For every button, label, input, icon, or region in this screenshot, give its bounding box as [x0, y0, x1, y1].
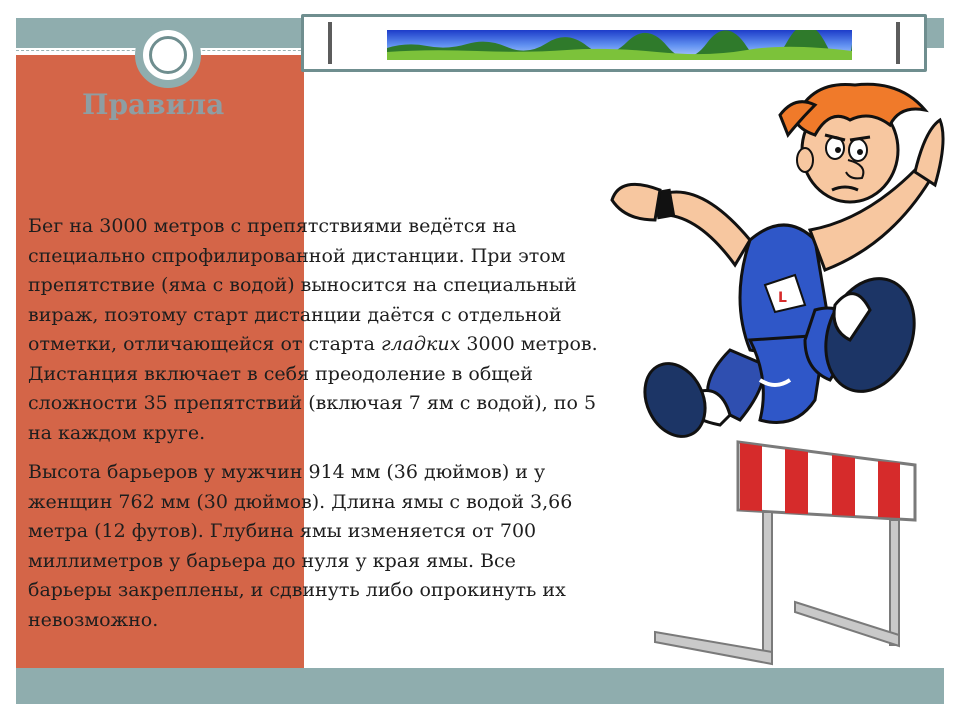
body-text: [28, 212, 603, 635]
paragraph-1-end: 3000 метров. Дистанция включает в себя преодоление в общей сложности 35 препятствий (включая 7 ям с водой), по 5 на каждом круге.: [28, 333, 598, 444]
runner-back-leg: [634, 350, 765, 446]
landscape-image: [387, 30, 852, 60]
banner-frame-inner: [328, 22, 900, 64]
paragraph-1-italic: гладких: [380, 333, 461, 355]
paragraph-1-start: Бег на 3000 метров с препятствиями ведётся на специально спрофилированной дистанции. При этом препятствие (яма с водой) выносится на специальный вираж, поэтому старт дистанции даётся с отдельной отметки, отличающейся от старта: [28, 215, 577, 355]
ring-ornament: [135, 22, 201, 88]
slide-title: Правила: [82, 88, 225, 121]
paragraph-1: [28, 212, 603, 448]
svg-text:L: L: [778, 290, 787, 306]
landscape-banner: [301, 14, 927, 72]
hurdle: [655, 442, 915, 664]
paragraph-2: Высота барьеров у мужчин 914 мм (36 дюймов) и у женщин 762 мм (30 дюймов). Длина ямы с водой 3,66 метра (12 футов). Глубина ямы изменяется от 700 миллиметров у барьера до нуля у края ямы. Все барьеры закреплены, и сдвинуть либо опрокинуть их невозможно.: [28, 461, 573, 631]
hurdler-illustration: [600, 80, 945, 670]
bottom-band: [16, 668, 944, 704]
